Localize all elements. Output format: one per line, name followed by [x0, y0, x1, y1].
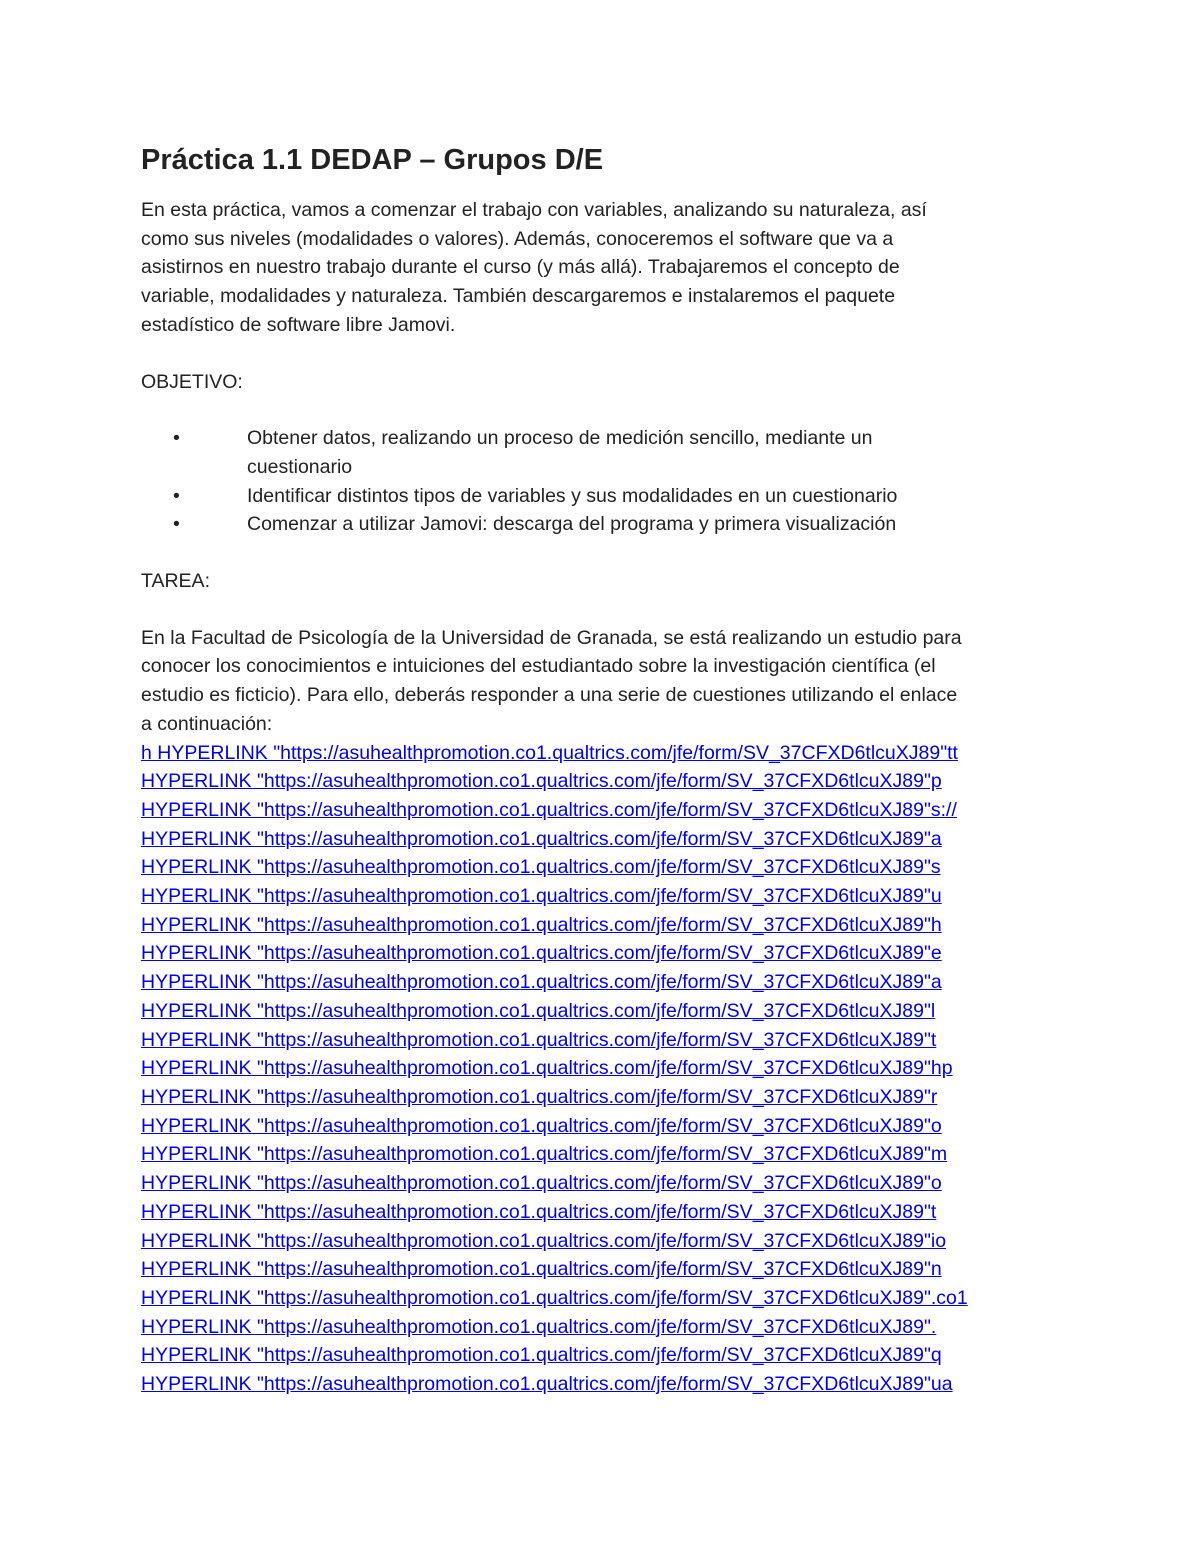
task-paragraph	[141, 624, 1071, 739]
task-line: En la Facultad de Psicología de la Universidad de Granada, se está realizando un estudio para	[141, 626, 962, 649]
survey-link[interactable]: h HYPERLINK "https://asuhealthpromotion.co1.qualtrics.com/jfe/form/SV_37CFXD6tlcuXJ89"tt	[141, 741, 958, 764]
document-page	[141, 138, 1071, 1399]
survey-link[interactable]: HYPERLINK "https://asuhealthpromotion.co1.qualtrics.com/jfe/form/SV_37CFXD6tlcuXJ89"e	[141, 942, 942, 965]
survey-link[interactable]: HYPERLINK "https://asuhealthpromotion.co1.qualtrics.com/jfe/form/SV_37CFXD6tlcuXJ89".	[141, 1315, 937, 1338]
survey-link[interactable]: HYPERLINK "https://asuhealthpromotion.co1.qualtrics.com/jfe/form/SV_37CFXD6tlcuXJ89"p	[141, 770, 942, 793]
objective-line: Identificar distintos tipos de variables y sus modalidades en un cuestionario	[247, 484, 898, 507]
survey-link[interactable]: HYPERLINK "https://asuhealthpromotion.co1.qualtrics.com/jfe/form/SV_37CFXD6tlcuXJ89"u	[141, 885, 942, 908]
intro-line: variable, modalidades y naturaleza. También descargaremos e instalaremos el paquete	[141, 285, 896, 308]
page-title: Práctica 1.1 DEDAP – Grupos D/E	[141, 144, 604, 176]
survey-link[interactable]: HYPERLINK "https://asuhealthpromotion.co1.qualtrics.com/jfe/form/SV_37CFXD6tlcuXJ89".co1	[141, 1286, 968, 1309]
survey-link[interactable]: HYPERLINK "https://asuhealthpromotion.co1.qualtrics.com/jfe/form/SV_37CFXD6tlcuXJ89"m	[141, 1143, 948, 1166]
survey-link[interactable]: HYPERLINK "https://asuhealthpromotion.co1.qualtrics.com/jfe/form/SV_37CFXD6tlcuXJ89"s://	[141, 798, 957, 821]
objective-line: Comenzar a utilizar Jamovi: descarga del programa y primera visualización	[247, 513, 897, 536]
objectives-list	[141, 424, 1071, 539]
survey-link[interactable]: HYPERLINK "https://asuhealthpromotion.co1.qualtrics.com/jfe/form/SV_37CFXD6tlcuXJ89"o	[141, 1114, 942, 1137]
intro-line: estadístico de software libre Jamovi.	[141, 313, 456, 336]
task-line: estudio es ficticio). Para ello, deberás responder a una serie de cuestiones utilizando el enlace	[141, 684, 958, 707]
survey-link[interactable]: HYPERLINK "https://asuhealthpromotion.co1.qualtrics.com/jfe/form/SV_37CFXD6tlcuXJ89"hp	[141, 1057, 953, 1080]
objective-heading: OBJETIVO:	[141, 370, 243, 393]
bullet-icon: •	[173, 513, 180, 536]
bullet-icon: •	[173, 484, 180, 507]
task-line: a continuación:	[141, 712, 273, 735]
survey-link[interactable]: HYPERLINK "https://asuhealthpromotion.co1.qualtrics.com/jfe/form/SV_37CFXD6tlcuXJ89"o	[141, 1172, 942, 1195]
task-heading: TAREA:	[141, 570, 210, 593]
survey-link[interactable]: HYPERLINK "https://asuhealthpromotion.co1.qualtrics.com/jfe/form/SV_37CFXD6tlcuXJ89"n	[141, 1258, 942, 1281]
survey-link[interactable]: HYPERLINK "https://asuhealthpromotion.co1.qualtrics.com/jfe/form/SV_37CFXD6tlcuXJ89"r	[141, 1085, 938, 1108]
objective-line: Obtener datos, realizando un proceso de medición sencillo, mediante un	[247, 427, 873, 450]
hyperlink-list	[141, 739, 1071, 1399]
survey-link[interactable]: HYPERLINK "https://asuhealthpromotion.co1.qualtrics.com/jfe/form/SV_37CFXD6tlcuXJ89"a	[141, 971, 942, 994]
survey-link[interactable]: HYPERLINK "https://asuhealthpromotion.co1.qualtrics.com/jfe/form/SV_37CFXD6tlcuXJ89"t	[141, 1200, 937, 1223]
objective-item	[141, 482, 1071, 511]
objective-line: cuestionario	[247, 455, 353, 478]
objective-item	[141, 424, 1071, 481]
bullet-icon: •	[173, 427, 180, 450]
survey-link[interactable]: HYPERLINK "https://asuhealthpromotion.co1.qualtrics.com/jfe/form/SV_37CFXD6tlcuXJ89"t	[141, 1028, 937, 1051]
survey-link[interactable]: HYPERLINK "https://asuhealthpromotion.co1.qualtrics.com/jfe/form/SV_37CFXD6tlcuXJ89"a	[141, 827, 942, 850]
survey-link[interactable]: HYPERLINK "https://asuhealthpromotion.co1.qualtrics.com/jfe/form/SV_37CFXD6tlcuXJ89"ua	[141, 1373, 953, 1396]
survey-link[interactable]: HYPERLINK "https://asuhealthpromotion.co1.qualtrics.com/jfe/form/SV_37CFXD6tlcuXJ89"l	[141, 999, 936, 1022]
intro-line: En esta práctica, vamos a comenzar el trabajo con variables, analizando su naturaleza, así	[141, 199, 927, 221]
intro-line: como sus niveles (modalidades o valores). Además, conoceremos el software que va a	[141, 227, 894, 250]
task-line: conocer los conocimientos e intuiciones del estudiantado sobre la investigación científica (el	[141, 655, 936, 678]
survey-link[interactable]: HYPERLINK "https://asuhealthpromotion.co1.qualtrics.com/jfe/form/SV_37CFXD6tlcuXJ89"q	[141, 1344, 942, 1367]
survey-link[interactable]: HYPERLINK "https://asuhealthpromotion.co1.qualtrics.com/jfe/form/SV_37CFXD6tlcuXJ89"io	[141, 1229, 947, 1252]
survey-link[interactable]: HYPERLINK "https://asuhealthpromotion.co1.qualtrics.com/jfe/form/SV_37CFXD6tlcuXJ89"s	[141, 856, 941, 879]
intro-paragraph	[141, 196, 1071, 340]
survey-link[interactable]: HYPERLINK "https://asuhealthpromotion.co1.qualtrics.com/jfe/form/SV_37CFXD6tlcuXJ89"h	[141, 913, 942, 936]
objective-item	[141, 510, 1071, 539]
intro-line: asistirnos en nuestro trabajo durante el curso (y más allá). Trabajaremos el concepto de	[141, 256, 900, 279]
